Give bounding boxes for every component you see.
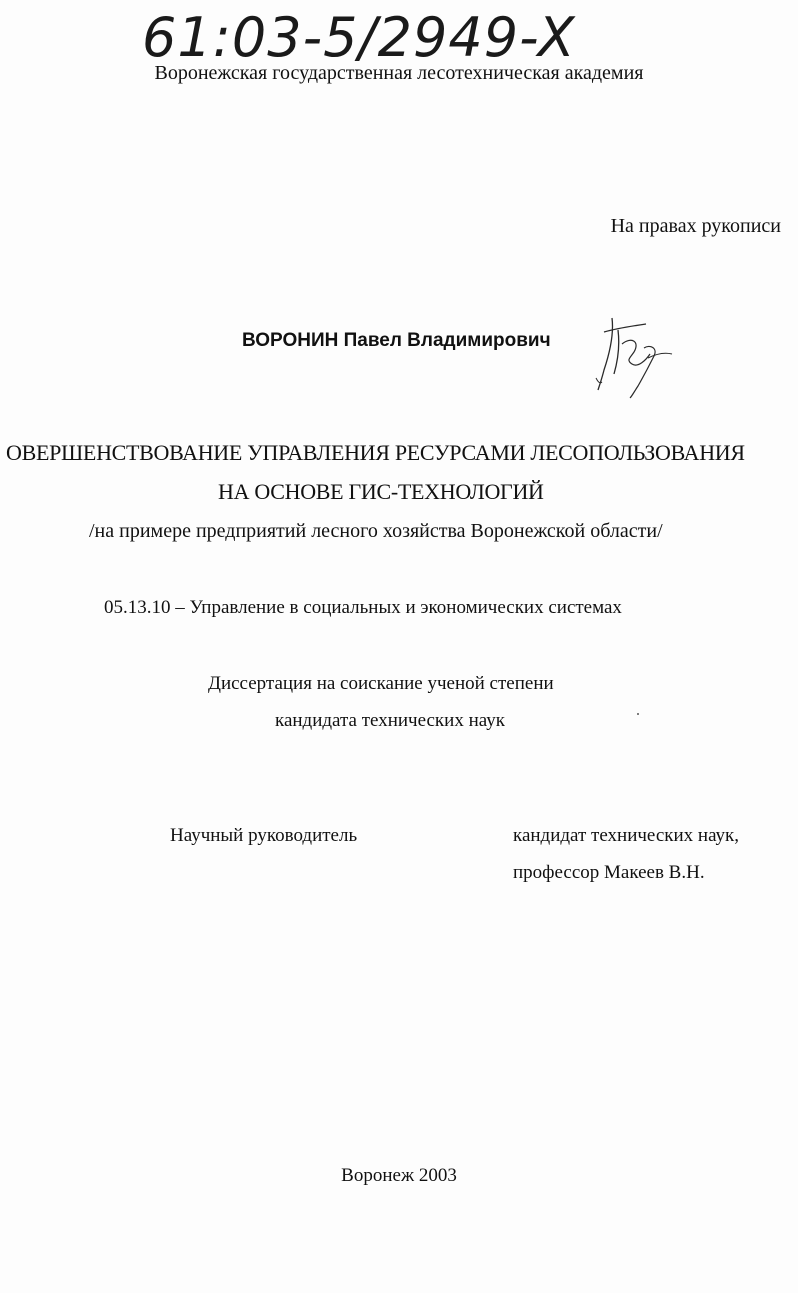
author-name: ВОРОНИН Павел Владимирович bbox=[242, 330, 551, 351]
title-subtitle: /на примере предприятий лесного хозяйства Воронежской области/ bbox=[89, 520, 663, 542]
city-year: Воронеж 2003 bbox=[341, 1165, 457, 1186]
rights-notice: На правах рукописи bbox=[610, 215, 781, 237]
degree-line-1: Диссертация на соискание ученой степени bbox=[208, 673, 554, 694]
scan-speck bbox=[637, 713, 639, 715]
title-line-1: ОВЕРШЕНСТВОВАНИЕ УПРАВЛЕНИЯ РЕСУРСАМИ ЛЕСОПОЛЬЗОВАНИЯ bbox=[6, 440, 745, 465]
signature-drawing bbox=[588, 308, 678, 400]
title-line-2: НА ОСНОВЕ ГИС-ТЕХНОЛОГИЙ bbox=[218, 479, 544, 504]
degree-line-2: кандидата технических наук bbox=[275, 710, 505, 731]
archive-code-text: 61:03-5/2949-X bbox=[142, 6, 576, 69]
supervisor-label: Научный руководитель bbox=[170, 825, 358, 846]
specialty-code: 05.13.10 – Управление в социальных и экономических системах bbox=[104, 597, 622, 618]
signature bbox=[588, 308, 678, 400]
supervisor-name: профессор Макеев В.Н. bbox=[513, 862, 705, 883]
institution-name: Воронежская государственная лесотехническая академия bbox=[154, 62, 644, 84]
supervisor-degree: кандидат технических наук, bbox=[513, 825, 740, 846]
